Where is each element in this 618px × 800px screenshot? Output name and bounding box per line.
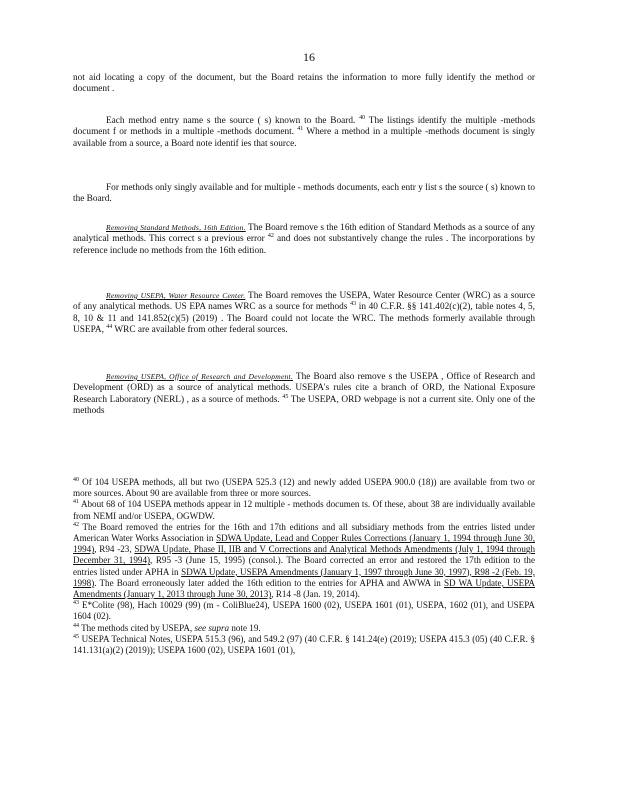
paragraph-singly-available bbox=[73, 183, 535, 206]
footnote-45 bbox=[73, 634, 535, 656]
footnote-ref-43: 43 bbox=[350, 301, 357, 308]
citation-title: SD WA Update, USEPA Amendments (January 1, 2013 through June 30, 2013) bbox=[73, 577, 535, 600]
footnote-text: note 19. bbox=[231, 622, 261, 633]
citation-title: SDWA Update, Phase II, IIB and V Corrections and Analytical Methods Amendments (July 1, 1994 through December 31, 1994) bbox=[73, 544, 536, 566]
footnote-number: 44 bbox=[73, 622, 79, 629]
footnote-44 bbox=[73, 623, 535, 634]
section-heading: Removing Standard Methods, 16th Edition. bbox=[106, 223, 246, 232]
footnote-41 bbox=[73, 499, 535, 521]
footnote-text: Of 104 USEPA methods, all but two (USEPA 525.3 (12) and newly added USEPA 900.0 (18)) are available from two or more sources. About 90 are available from three or more sources. bbox=[73, 477, 536, 499]
footnote-text: The Board removed the entries for the 16th and 17th editions and all subsidiary methods from the entries listed under American Water Works Association in bbox=[73, 521, 536, 544]
paragraph-ord bbox=[73, 371, 535, 418]
paragraph-text: The Board remove s the 16th edition of Standard Methods as a source of any analytical methods. This correct s a previous error bbox=[73, 223, 535, 245]
footnote-number: 45 bbox=[73, 633, 79, 640]
footnote-40 bbox=[73, 477, 535, 499]
paragraph-text: in 40 C.F.R. §§ 141.402(c)(2), table notes 4, 5, 8, 10 & 11 and 141.852(c)(5) (2019) . The Board could not locate the WRC. The methods formerly available through USEPA, bbox=[73, 302, 536, 336]
paragraph-text: For methods only singly available and for multiple - methods documents, each entr y list s the source ( s) known to the Board. bbox=[73, 183, 535, 205]
paragraph-text: Where a method in a multiple -methods document is singly available from a source, a Board note identif ies that source. bbox=[73, 127, 535, 149]
page-number: 16 bbox=[303, 50, 315, 64]
footnote-ref-42: 42 bbox=[267, 233, 274, 240]
footnote-43 bbox=[73, 600, 535, 622]
footnote-text: About 68 of 104 USEPA methods appear in 12 multiple - methods documen ts. Of these, about 38 are individually available from NEMI and/or USEPA, OGWDW. bbox=[73, 499, 535, 521]
footnote-text: , R94 -23, bbox=[94, 544, 132, 555]
footnote-text: The methods cited by USEPA, bbox=[81, 622, 193, 633]
paragraph-text: WRC are available from other federal sources. bbox=[114, 325, 288, 336]
citation-signal: see supra bbox=[194, 622, 230, 633]
paragraph-text: not aid locating a copy of the document, but the Board retains the information to more fully identify the method or document . bbox=[73, 73, 535, 95]
paragraph-text: The Board also remove s the USEPA , Office of Research and Development (ORD) as a source of analytical methods. USEPA's rules cite a branch of ORD, the National Exposure Research Laboratory (NERL) , as a source of methods. bbox=[73, 372, 535, 405]
citation-title: SDWA Update, USEPA Amendments (January 1, 1997 through June 30, 1997), R98 -2 (Feb. 19, 1998) bbox=[73, 566, 535, 588]
paragraph-wrc bbox=[73, 290, 535, 337]
citation-title: SDWA Update, Lead and Copper Rules Corrections (January 1, 1994 through June 30, 1994) bbox=[73, 533, 535, 555]
footnote-ref-41: 41 bbox=[297, 126, 304, 133]
paragraph-text: and does not substantively change the rules . The incorporations by reference include no methods from the 16th edition. bbox=[73, 234, 535, 256]
paragraph-text: The USEPA, ORD webpage is not a current site. Only one of the methods bbox=[73, 394, 536, 417]
paragraph-text: Each method entry name s the source ( s) known to the Board. bbox=[106, 116, 356, 126]
footnote-ref-44: 44 bbox=[106, 324, 113, 331]
paragraph-text: The Board removes the USEPA, Water Resource Center (WRC) as a source of any analytical methods. US EPA names WRC as a source for methods bbox=[73, 291, 536, 313]
paragraph-continuation bbox=[73, 73, 535, 96]
footnote-number: 41 bbox=[73, 499, 79, 506]
footnote-text: , R14 -8 (Jan. 19, 2014). bbox=[271, 589, 360, 600]
footnote-42 bbox=[73, 522, 535, 600]
section-heading: Removing USEPA, Office of Research and Development. bbox=[106, 372, 293, 381]
section-heading: Removing USEPA, Water Resource Center. bbox=[106, 291, 246, 300]
footnote-number: 43 bbox=[73, 600, 79, 607]
paragraph-text: The listings identify the multiple -methods document f or methods in a multiple -methods document. bbox=[73, 116, 535, 138]
footnote-number: 42 bbox=[73, 521, 79, 528]
footnote-text: . The Board erroneously later added the 16th edition to the entries for APHA and AWWA in bbox=[94, 577, 441, 588]
footnote-ref-45: 45 bbox=[282, 393, 289, 400]
footnote-text: , R95 -3 (June 15, 1995) (consol.). The Board corrected an error and restored the 17th edition to the entries listed under APHA in bbox=[73, 555, 535, 577]
paragraph-method-entries bbox=[73, 116, 535, 150]
paragraph-standard-methods bbox=[73, 222, 535, 257]
footnote-ref-40: 40 bbox=[359, 114, 366, 121]
footnote-text: E*Colite (98), Hach 10029 (99) (m - ColiBlue24), USEPA 1600 (02), USEPA 1601 (01), USEPA, 1602 (01), and USEPA 1604 (02). bbox=[73, 600, 535, 622]
footnote-text: USEPA Technical Notes, USEPA 515.3 (96), and 549.2 (97) (40 C.F.R. § 141.24(e) (2019); USEPA 415.3 (05) (40 C.F.R. § 141.131(a)(2) (2019)); USEPA 1600 (02), USEPA 1601 (01), bbox=[73, 633, 535, 656]
footnotes bbox=[73, 477, 535, 656]
footnote-number: 40 bbox=[73, 476, 79, 483]
